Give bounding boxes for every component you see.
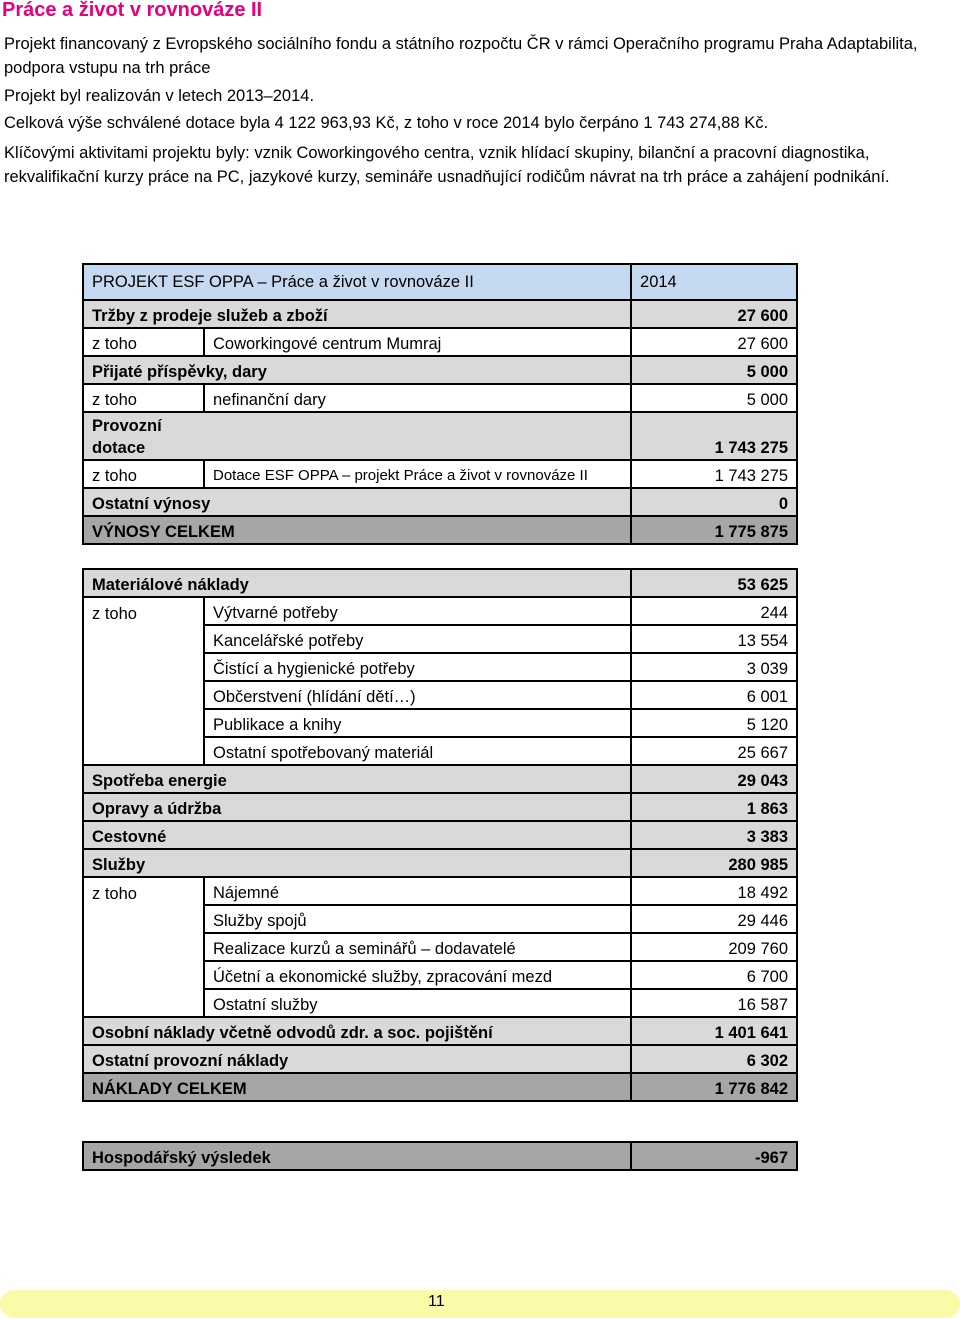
table-row: z toho Nájemné 18 492 bbox=[83, 877, 797, 905]
table-row: Spotřeba energie 29 043 bbox=[83, 765, 797, 793]
table-row: Osobní náklady včetně odvodů zdr. a soc. pojištění 1 401 641 bbox=[83, 1017, 797, 1045]
table-header-label: PROJEKT ESF OPPA – Práce a život v rovnováze II bbox=[83, 264, 631, 300]
intro-paragraph-subsidy: Celková výše schválené dotace byla 4 122 963,93 Kč, z toho v roce 2014 bylo čerpáno 1 743 274,88 Kč. bbox=[4, 114, 769, 132]
revenue-table bbox=[82, 263, 798, 545]
intro-paragraph-activities: Klíčovými aktivitami projektu byly: vznik Coworkingového centra, vznik hlídací skupiny, bilanční a pracovní diagnostika, rekvalifikační kurzy práce na PC, jazykové kurzy, semináře usnadňující rodičům návrat na trh práce a zahájení podnikání. bbox=[4, 144, 890, 186]
intro-paragraph-funding: Projekt financovaný z Evropského sociálního fondu a státního rozpočtu ČR v rámci Operačního programu Praha Adaptabilita, podpora vstupu na trh práce bbox=[4, 35, 918, 77]
table-header-row bbox=[83, 264, 797, 300]
page-title: Práce a život v rovnováze II bbox=[2, 0, 263, 21]
table-row: Účetní a ekonomické služby, zpracování mezd 6 700 bbox=[83, 961, 797, 989]
table-row: Přijaté příspěvky, dary 5 000 bbox=[83, 356, 797, 384]
table-row: Čistící a hygienické potřeby 3 039 bbox=[83, 653, 797, 681]
table-header-year: 2014 bbox=[631, 264, 797, 300]
table-row: Opravy a údržba 1 863 bbox=[83, 793, 797, 821]
table-row: Kancelářské potřeby 13 554 bbox=[83, 625, 797, 653]
result-table bbox=[82, 1141, 798, 1171]
table-row: z toho nefinanční dary 5 000 bbox=[83, 384, 797, 412]
table-row: Služby 280 985 bbox=[83, 849, 797, 877]
table-row: Provozní dotace 1 743 275 bbox=[83, 412, 797, 460]
table-row: Materiálové náklady 53 625 bbox=[83, 569, 797, 597]
table-row: Ostatní výnosy 0 bbox=[83, 488, 797, 516]
table-row: Realizace kurzů a seminářů – dodavatelé 209 760 bbox=[83, 933, 797, 961]
costs-table bbox=[82, 568, 798, 1102]
table-row: Služby spojů 29 446 bbox=[83, 905, 797, 933]
table-row: Tržby z prodeje služeb a zboží 27 600 bbox=[83, 300, 797, 328]
table-row: Publikace a knihy 5 120 bbox=[83, 709, 797, 737]
table-row: Občerstvení (hlídání dětí…) 6 001 bbox=[83, 681, 797, 709]
result-row: Hospodářský výsledek -967 bbox=[83, 1142, 797, 1170]
table-row: z toho Coworkingové centrum Mumraj 27 600 bbox=[83, 328, 797, 356]
table-row: Ostatní provozní náklady 6 302 bbox=[83, 1045, 797, 1073]
table-row: Cestovné 3 383 bbox=[83, 821, 797, 849]
table-row: Ostatní služby 16 587 bbox=[83, 989, 797, 1017]
revenue-total-row: VÝNOSY CELKEM 1 775 875 bbox=[83, 516, 797, 544]
table-row: Ostatní spotřebovaný materiál 25 667 bbox=[83, 737, 797, 765]
table-row: z toho Dotace ESF OPPA – projekt Práce a život v rovnováze II 1 743 275 bbox=[83, 460, 797, 488]
page-footer bbox=[0, 1290, 960, 1318]
table-row: z toho Výtvarné potřeby 244 bbox=[83, 597, 797, 625]
page-number: 11 bbox=[428, 1293, 445, 1310]
costs-total-row: NÁKLADY CELKEM 1 776 842 bbox=[83, 1073, 797, 1101]
intro-paragraph-years: Projekt byl realizován v letech 2013–2014. bbox=[4, 87, 315, 105]
